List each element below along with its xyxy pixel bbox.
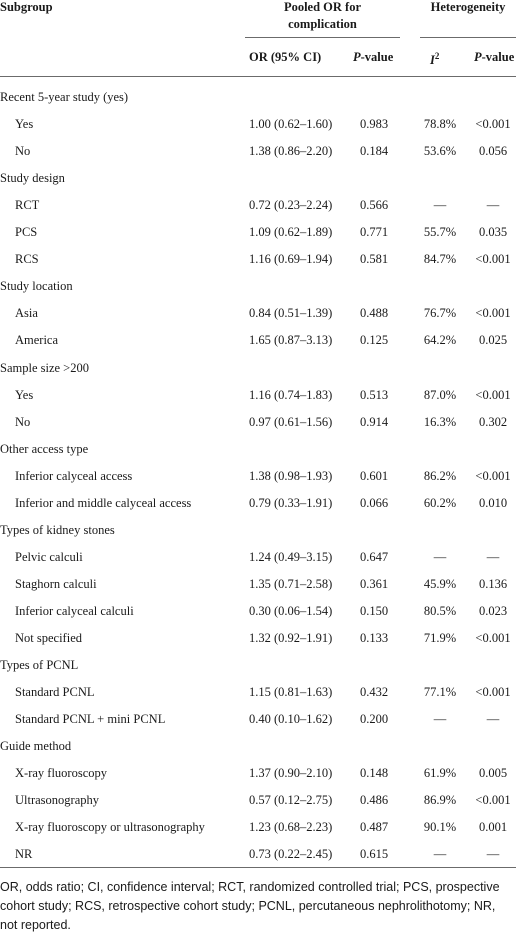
- row-label: Yes: [15, 117, 34, 131]
- header-heterogeneity: Heterogeneity: [430, 0, 506, 14]
- row-p-value: 0.615: [360, 847, 389, 861]
- row-het-p-value: 0.010: [478, 496, 508, 510]
- row-or-ci: 1.32 (0.92–1.91): [249, 631, 333, 645]
- row-i2: 86.2%: [423, 469, 457, 483]
- row-or-ci: 1.16 (0.69–1.94): [249, 252, 333, 266]
- row-label: America: [15, 333, 59, 347]
- row-p-value: 0.150: [360, 604, 389, 618]
- row-label: Asia: [15, 306, 38, 320]
- row-i2: —: [433, 550, 447, 564]
- row-label: Standard PCNL: [15, 685, 95, 699]
- group-title: Recent 5-year study (yes): [0, 90, 129, 104]
- row-p-value: 0.914: [360, 415, 389, 429]
- group-title: Types of kidney stones: [0, 523, 115, 537]
- row-or-ci: 1.35 (0.71–2.58): [249, 577, 333, 591]
- row-i2: 86.9%: [423, 793, 457, 807]
- header-bottom-rule: [0, 76, 516, 77]
- row-label: X-ray fluoroscopy: [15, 766, 107, 780]
- row-label: Standard PCNL + mini PCNL: [15, 712, 166, 726]
- row-het-p-value: <0.001: [475, 252, 511, 266]
- row-i2: 16.3%: [423, 415, 457, 429]
- row-or-ci: 1.00 (0.62–1.60): [249, 117, 333, 131]
- row-label: Staghorn calculi: [15, 577, 97, 591]
- row-p-value: 0.771: [360, 225, 389, 239]
- row-p-value: 0.184: [360, 144, 389, 158]
- group-title: Types of PCNL: [0, 658, 79, 672]
- group-title: Sample size >200: [0, 361, 89, 375]
- row-i2: 71.9%: [423, 631, 457, 645]
- row-label: RCT: [15, 198, 40, 212]
- row-het-p-value: <0.001: [475, 793, 511, 807]
- row-or-ci: 0.73 (0.22–2.45): [249, 847, 333, 861]
- row-het-p-value: 0.023: [478, 604, 508, 618]
- row-label: Ultrasonography: [15, 793, 100, 807]
- row-p-value: 0.200: [360, 712, 389, 726]
- row-p-value: 0.133: [360, 631, 389, 645]
- header-i2: $I^2$: [430, 51, 440, 68]
- row-het-p-value: —: [486, 550, 500, 564]
- row-p-value: 0.125: [360, 333, 389, 347]
- row-het-p-value: 0.005: [478, 766, 508, 780]
- row-i2: 45.9%: [423, 577, 457, 591]
- row-or-ci: 1.38 (0.98–1.93): [249, 469, 333, 483]
- row-het-p-value: <0.001: [475, 469, 511, 483]
- row-i2: 78.8%: [423, 117, 457, 131]
- row-label: No: [15, 415, 31, 429]
- row-i2: 60.2%: [423, 496, 457, 510]
- group-title: Guide method: [0, 739, 72, 753]
- header-rule-heterogeneity: [420, 37, 516, 38]
- row-or-ci: 0.40 (0.10–1.62): [249, 712, 333, 726]
- row-p-value: 0.488: [360, 306, 389, 320]
- row-i2: 61.9%: [423, 766, 457, 780]
- row-het-p-value: —: [486, 198, 500, 212]
- row-i2: 53.6%: [423, 144, 457, 158]
- row-or-ci: 0.84 (0.51–1.39): [249, 306, 333, 320]
- row-or-ci: 1.16 (0.74–1.83): [249, 388, 333, 402]
- header-rule-pooled: [245, 37, 400, 38]
- row-het-p-value: —: [486, 712, 500, 726]
- header-pooled-line1: Pooled OR for: [283, 0, 362, 14]
- row-p-value: 0.601: [360, 469, 389, 483]
- row-or-ci: 0.30 (0.06–1.54): [249, 604, 333, 618]
- group-title: Study design: [0, 171, 65, 185]
- header-het-p-value: P-value: [474, 50, 515, 64]
- row-p-value: 0.066: [360, 496, 389, 510]
- row-or-ci: 1.09 (0.62–1.89): [249, 225, 333, 239]
- row-or-ci: 0.72 (0.23–2.24): [249, 198, 333, 212]
- row-het-p-value: <0.001: [475, 685, 511, 699]
- row-p-value: 0.513: [360, 388, 389, 402]
- header-subgroup: Subgroup: [0, 0, 53, 14]
- row-or-ci: 1.65 (0.87–3.13): [249, 333, 333, 347]
- row-het-p-value: 0.056: [478, 144, 508, 158]
- row-p-value: 0.361: [360, 577, 389, 591]
- header-pooled-line2: complication: [288, 17, 357, 31]
- row-label: Yes: [15, 388, 34, 402]
- row-label: Pelvic calculi: [15, 550, 83, 564]
- row-or-ci: 1.23 (0.68–2.23): [249, 820, 333, 834]
- row-het-p-value: 0.302: [478, 415, 508, 429]
- row-het-p-value: <0.001: [475, 631, 511, 645]
- row-p-value: 0.983: [360, 117, 389, 131]
- row-label: RCS: [15, 252, 39, 266]
- row-het-p-value: 0.136: [478, 577, 508, 591]
- row-label: Inferior calyceal calculi: [15, 604, 134, 618]
- row-or-ci: 1.37 (0.90–2.10): [249, 766, 333, 780]
- group-title: Other access type: [0, 442, 89, 456]
- row-i2: 76.7%: [423, 306, 457, 320]
- row-p-value: 0.486: [360, 793, 389, 807]
- header-p-value: P-value: [353, 50, 394, 64]
- row-i2: 84.7%: [423, 252, 457, 266]
- row-het-p-value: 0.025: [478, 333, 508, 347]
- group-title: Study location: [0, 279, 73, 293]
- row-i2: 87.0%: [423, 388, 457, 402]
- row-label: Not specified: [15, 631, 82, 645]
- row-or-ci: 1.24 (0.49–3.15): [249, 550, 333, 564]
- row-label: Inferior calyceal access: [15, 469, 133, 483]
- header-or-ci: OR (95% CI): [249, 50, 322, 64]
- row-i2: 90.1%: [423, 820, 457, 834]
- row-i2: —: [433, 198, 447, 212]
- table-bottom-rule: [0, 867, 516, 868]
- row-or-ci: 1.15 (0.81–1.63): [249, 685, 333, 699]
- row-het-p-value: 0.035: [478, 225, 508, 239]
- row-p-value: 0.148: [360, 766, 389, 780]
- row-i2: 64.2%: [423, 333, 457, 347]
- row-i2: —: [433, 712, 447, 726]
- row-label: No: [15, 144, 31, 158]
- row-p-value: 0.432: [360, 685, 389, 699]
- row-label: NR: [15, 847, 33, 861]
- row-p-value: 0.581: [360, 252, 389, 266]
- row-label: X-ray fluoroscopy or ultrasonography: [15, 820, 205, 834]
- row-or-ci: 0.57 (0.12–2.75): [249, 793, 333, 807]
- row-or-ci: 0.79 (0.33–1.91): [249, 496, 333, 510]
- row-i2: —: [433, 847, 447, 861]
- row-or-ci: 1.38 (0.86–2.20): [249, 144, 333, 158]
- row-p-value: 0.647: [360, 550, 389, 564]
- row-het-p-value: 0.001: [478, 820, 508, 834]
- row-or-ci: 0.97 (0.61–1.56): [249, 415, 333, 429]
- table-footnote: OR, odds ratio; CI, confidence interval; RCT, randomized controlled trial; PCS, prospective cohort study; RCS, retrospective cohort study; PCNL, percutaneous nephrolithotomy; NR, not reported.: [0, 880, 500, 932]
- row-p-value: 0.566: [360, 198, 389, 212]
- row-het-p-value: <0.001: [475, 388, 511, 402]
- row-het-p-value: <0.001: [475, 117, 511, 131]
- row-p-value: 0.487: [360, 820, 389, 834]
- row-het-p-value: —: [486, 847, 500, 861]
- row-label: PCS: [15, 225, 38, 239]
- row-i2: 80.5%: [423, 604, 457, 618]
- row-i2: 77.1%: [423, 685, 457, 699]
- row-label: Inferior and middle calyceal access: [15, 496, 192, 510]
- row-i2: 55.7%: [423, 225, 457, 239]
- row-het-p-value: <0.001: [475, 306, 511, 320]
